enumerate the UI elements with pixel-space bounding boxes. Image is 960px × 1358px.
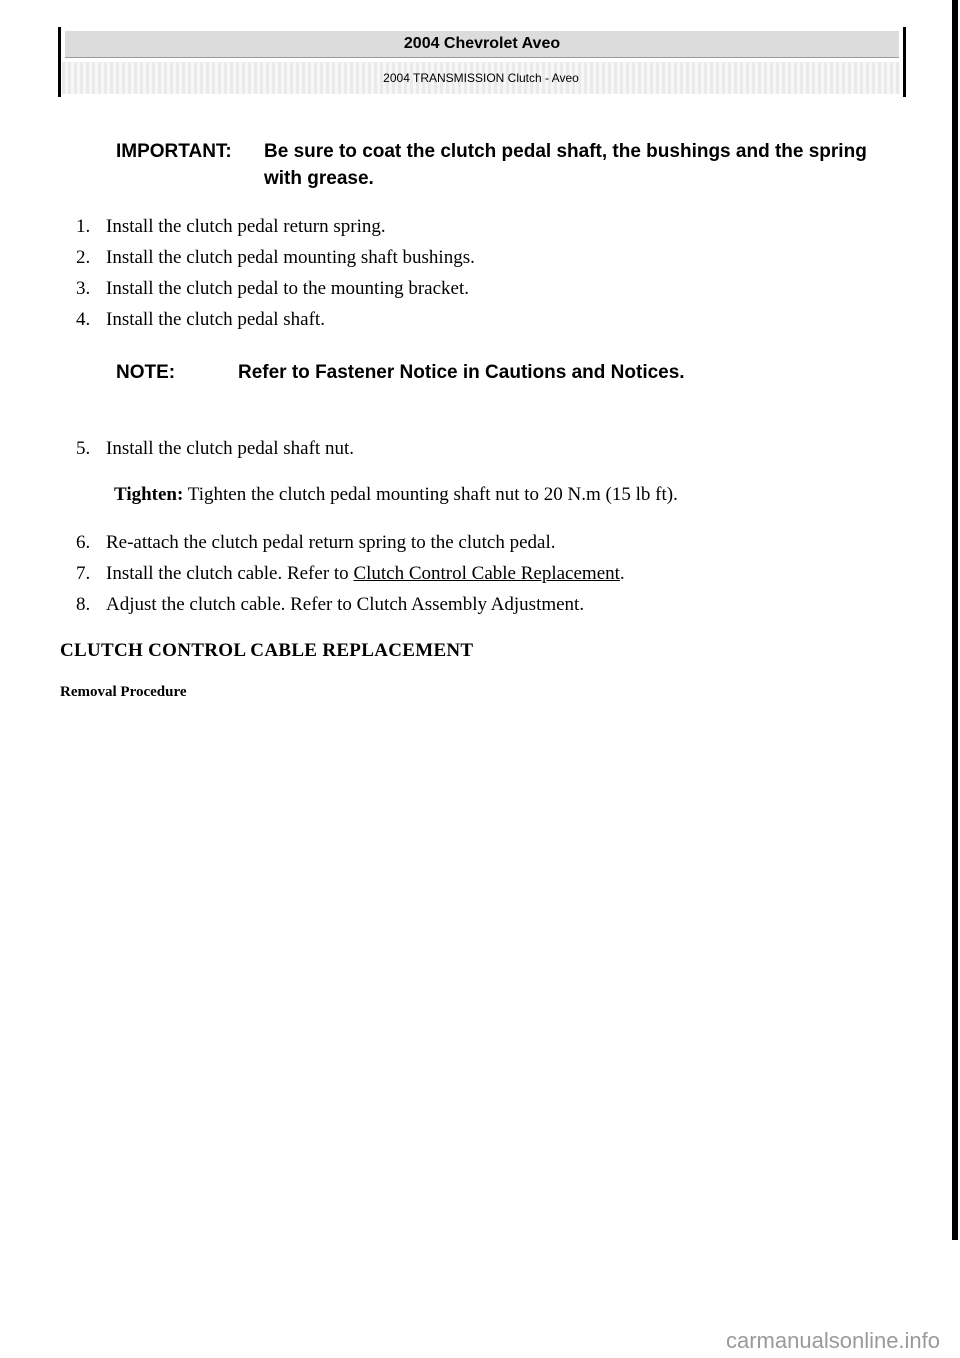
list-item xyxy=(76,532,556,554)
list-item xyxy=(76,247,475,269)
step-text: Install the clutch pedal mounting shaft bushings. xyxy=(106,247,475,268)
document-title: 2004 Chevrolet Aveo xyxy=(65,31,899,58)
section-heading: CLUTCH CONTROL CABLE REPLACEMENT xyxy=(60,640,474,661)
step-number: 8. xyxy=(76,594,91,615)
step-text: Adjust the clutch cable. Refer to Clutch Assembly Adjustment. xyxy=(106,594,585,615)
step-number: 4. xyxy=(76,309,91,330)
page-right-rule xyxy=(952,0,958,1240)
list-item xyxy=(76,216,386,238)
step-text: Install the clutch pedal to the mounting bracket. xyxy=(106,278,470,299)
step-number: 5. xyxy=(76,438,91,459)
footer-watermark: carmanualsonline.info xyxy=(726,1328,941,1353)
step-text: Install the clutch pedal shaft nut. xyxy=(106,438,354,459)
step-number: 3. xyxy=(76,278,91,299)
step-text: Re-attach the clutch pedal return spring to the clutch pedal. xyxy=(106,532,556,553)
step-text: Install the clutch pedal shaft. xyxy=(106,309,325,330)
important-label: IMPORTANT: xyxy=(116,141,232,162)
step-text: Install the clutch pedal return spring. xyxy=(106,216,386,237)
list-item xyxy=(76,309,325,331)
important-text: Be sure to coat the clutch pedal shaft, the bushings and the spring with grease. xyxy=(264,141,867,189)
note-text: Refer to Fastener Notice in Cautions and Notices. xyxy=(238,362,685,383)
document-subtitle: 2004 TRANSMISSION Clutch - Aveo xyxy=(62,62,900,94)
step-number: 2. xyxy=(76,247,91,268)
list-item xyxy=(76,438,354,460)
step-suffix: . xyxy=(619,563,625,584)
clutch-control-cable-replacement-link[interactable]: Clutch Control Cable Replacement xyxy=(353,563,620,584)
tighten-spec xyxy=(114,484,678,506)
step-number: 7. xyxy=(76,563,91,584)
step-number: 6. xyxy=(76,532,91,553)
step-number: 1. xyxy=(76,216,91,237)
tighten-text: Tighten the clutch pedal mounting shaft nut to 20 N.m (15 lb ft). xyxy=(187,484,678,505)
list-item xyxy=(76,563,625,585)
note-label: NOTE: xyxy=(116,362,176,383)
step-text: Install the clutch cable. Refer to xyxy=(106,563,354,584)
list-item xyxy=(76,594,584,616)
section-subheading: Removal Procedure xyxy=(60,684,187,700)
list-item xyxy=(76,278,469,300)
tighten-label: Tighten: xyxy=(114,484,184,505)
